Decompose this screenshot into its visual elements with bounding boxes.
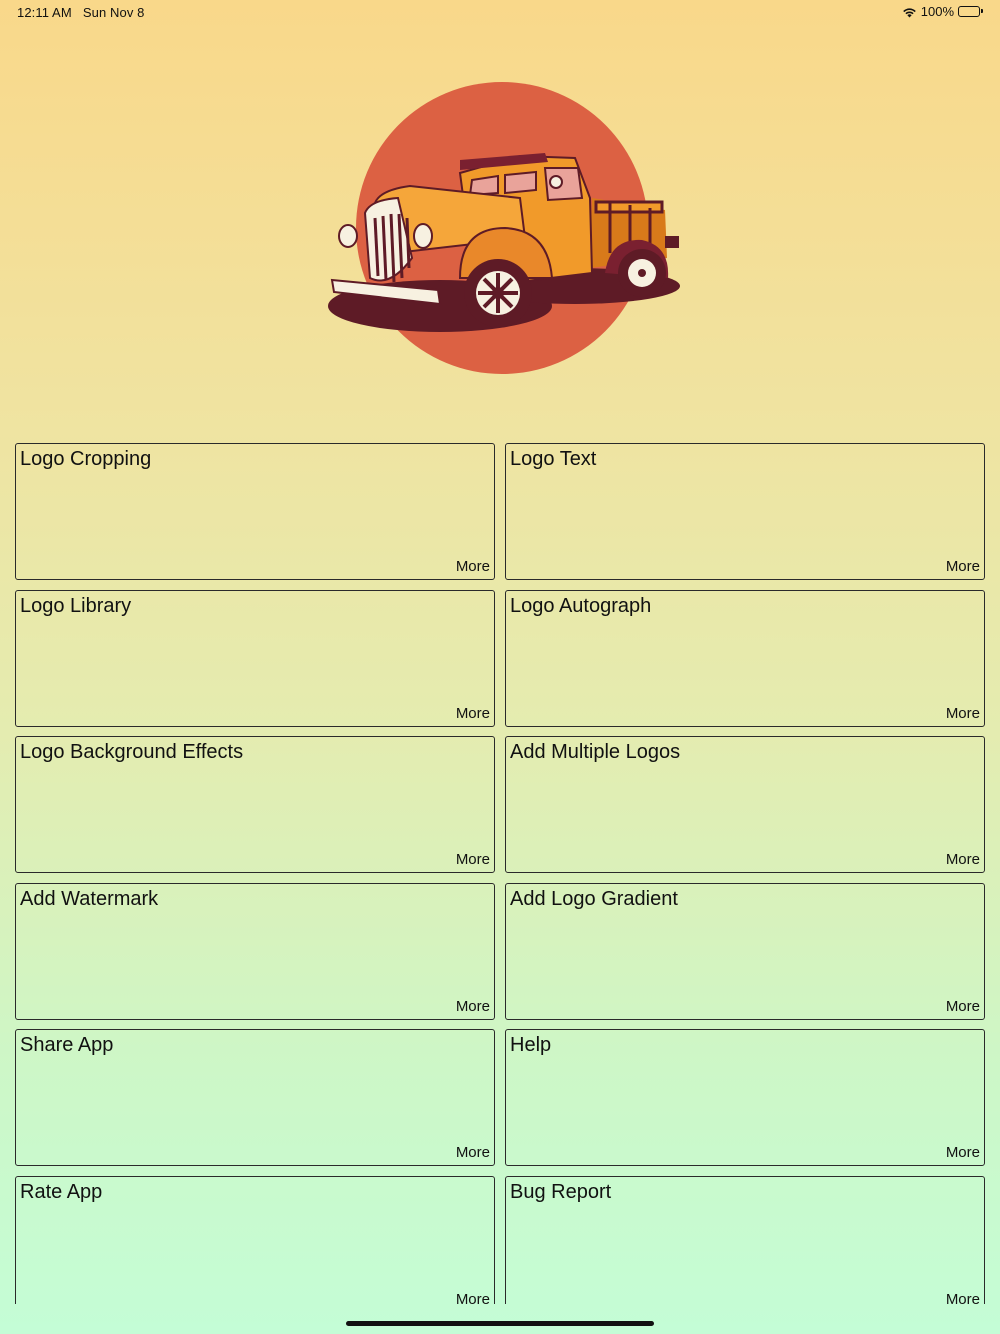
feature-card-title: Share App [20,1034,114,1056]
status-time-date [17,5,145,20]
status-bar [0,0,1000,24]
feature-card-title: Bug Report [510,1180,612,1203]
more-link[interactable]: More [455,558,490,575]
more-link[interactable]: More [945,851,980,868]
feature-card[interactable] [505,443,985,580]
feature-card-title: Rate App [20,1180,103,1203]
feature-card-title: Add Multiple Logos [510,741,681,763]
feature-card[interactable] [15,1029,495,1166]
battery-percent: 100% [920,4,954,19]
feature-card[interactable] [15,1176,495,1305]
status-date: Sun Nov 8 [82,5,145,20]
feature-card-title: Logo Text [510,448,597,470]
feature-card[interactable] [15,736,495,873]
more-link[interactable]: More [945,997,980,1015]
battery-icon [958,6,984,18]
feature-card[interactable] [505,590,985,727]
more-link[interactable]: More [455,1144,490,1161]
hero-illustration [320,78,690,378]
more-link[interactable]: More [945,558,980,575]
more-link[interactable]: More [455,997,490,1015]
feature-card[interactable] [15,883,495,1020]
feature-card[interactable] [15,443,495,580]
more-link[interactable]: More [455,704,490,722]
more-link[interactable]: More [945,704,980,722]
more-link[interactable]: More [945,1290,980,1304]
feature-card-title: Help [510,1034,552,1056]
feature-card-title: Logo Cropping [20,448,152,470]
feature-card[interactable] [505,1176,985,1305]
more-link[interactable]: More [455,1290,490,1304]
status-time: 12:11 AM [17,5,72,20]
home-indicator[interactable] [346,1321,654,1326]
feature-card-title: Logo Autograph [510,594,652,617]
feature-card-title: Add Logo Gradient [510,887,678,910]
feature-card-title: Add Watermark [20,887,159,910]
more-link[interactable]: More [945,1144,980,1161]
feature-card[interactable] [505,883,985,1020]
wifi-icon [902,6,917,18]
status-indicators [902,4,984,19]
feature-grid [15,443,985,1304]
feature-card-title: Logo Library [20,594,132,617]
feature-card[interactable] [15,590,495,727]
vintage-pickup-truck-icon [320,78,690,378]
feature-card-title: Logo Background Effects [20,741,244,763]
feature-card[interactable] [505,736,985,873]
more-link[interactable]: More [455,851,490,868]
feature-card[interactable] [505,1029,985,1166]
